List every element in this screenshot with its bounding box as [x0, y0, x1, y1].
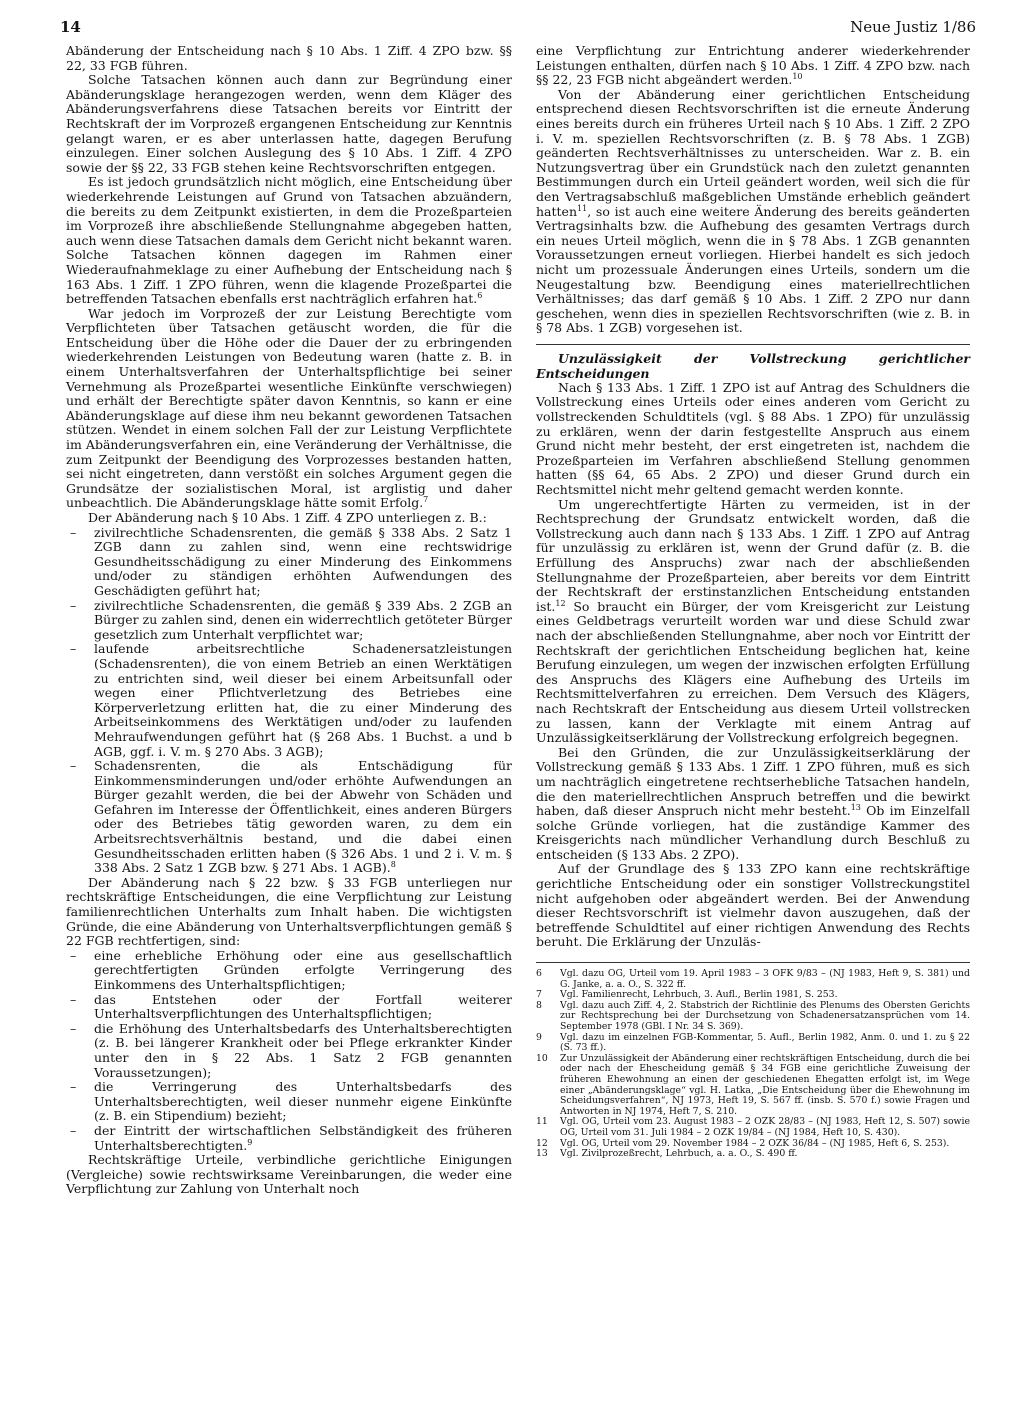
list-item: – die Verringerung des Unterhaltsbedarfs des Unterhaltsberechtigten, weil dieser nunmehr eigene Einkünfte (z. B. ein Stipendium) bezieht; [66, 1080, 512, 1124]
left-column [66, 44, 512, 1197]
footnote-text: Vgl. Zivilprozeßrecht, Lehrbuch, a. a. O., S. 490 ff. [560, 1148, 798, 1160]
footnotes [536, 969, 970, 1160]
paragraph: Der Abänderung nach § 22 bzw. § 33 FGB unterliegen nur rechtskräftige Entscheidungen, die eine Verpflichtung zur Leistung familienrechtlichen Unterhalts zum Inhalt haben. Die wichtigsten Gründe, die eine Abänderung von Unterhaltsverpflichtungen gemäß § 22 FGB rechtfertigen, sind: [66, 874, 512, 949]
footnote-text: Vgl. Familienrecht, Lehrbuch, 3. Aufl., Berlin 1981, S. 253. [560, 989, 838, 1001]
paragraph: Abänderung der Entscheidung nach § 10 Abs. 1 Ziff. 4 ZPO bzw. §§ 22, 33 FGB führen. [66, 43, 512, 73]
right-column [536, 44, 970, 1160]
footnote-number: 11 [536, 1116, 548, 1128]
paragraph-text: Bei den Gründen, die zur Unzulässigkeitserklärung der Vollstreckung gemäß § 133 Abs. 1 Ziff. 1 ZPO führen, muß es sich um nachträglich eingetretene rechtserhebliche Tatsachen handeln, die den materiellrechtlichen Anspruch betreffen und die bewirkt haben, daß dieser Anspruch nicht mehr besteht. [536, 744, 970, 819]
paragraph [536, 746, 970, 863]
section-divider [536, 344, 970, 345]
page-number: 14 [60, 18, 81, 36]
footnote-ref: 10 [792, 72, 803, 82]
list-item: – laufende arbeitsrechtliche Schadenersatzleistungen (Schadensrenten), die von einem Betrieb an einen Werktätigen zu entrichten sind, weil dieser bei einem Arbeitsunfall oder wegen einer Pflichtverletzung des Betriebes eine Körperverletzung erlitten hat, die zu einer Minderung des Arbeitseinkommens des Werktätigen und/oder zu laufenden Mehraufwendungen geführt hat (§ 268 Abs. 1 Buchst. a und b AGB, ggf. i. V. m. § 270 Abs. 3 AGB); [66, 642, 512, 759]
paragraph-text: Von der Abänderung einer gerichtlichen Entscheidung entsprechend diesen Rechtsvorschriften ist die erneute Änderung eines bereits durch ein früheres Urteil nach § 10 Abs. 1 Ziff. 2 ZPO i. V. m. speziellen Rechtsvorschriften (z. B. § 78 Abs. 1 ZGB) geänderten Rechtsverhältnisses zu unterscheiden. War z. B. ein Nutzungsvertrag über ein Grundstück nach den zuletzt genannten Bestimmungen durch ein Urteil geändert worden, weil sich die für den Vertragsabschluß maßgeblichen Umstände erheblich geändert hatten [536, 86, 970, 219]
footnote-ref: 12 [555, 598, 566, 608]
paragraph-text: Es ist jedoch grundsätzlich nicht möglich, eine Entscheidung über wiederkehrende Leistungen auf Grund von Tatsachen abzuändern, die bereits zu dem Zeitpunkt existierten, in dem die Prozeßparteien im Vorprozeß ihre abschließende Stellungnahme abgegeben hatten, auch wenn diese Tatsachen damals dem Gericht nicht bekannt waren. Solche Tatsachen können dagegen im Rahmen einer Wiederaufnahmeklage zu einer Aufhebung der Entscheidung nach § 163 Abs. 1 Ziff. 1 ZPO führen, wenn die klagende Prozeßpartei die betreffenden Tatsachen ebenfalls erst nachträglich erfahren hat. [66, 174, 512, 307]
paragraph: Solche Tatsachen können auch dann zur Begründung einer Abänderungsklage herangezogen werden, wenn dem Kläger des Abänderungsverfahrens diese Tatsachen bereits vor Eintritt der Rechtskraft der im Vorprozeß ergangenen Entscheidung zur Kenntnis gelangt waren, er es aber unterlassen hatte, dagegen Berufung einzulegen. Einer solchen Auslegung des § 10 Abs. 1 Ziff. 4 ZPO sowie der §§ 22, 33 FGB stehen keine Rechtsvorschriften entgegen. [66, 72, 512, 175]
footnote-ref: 6 [477, 290, 483, 300]
bullet-list [66, 526, 512, 876]
footnote [536, 1117, 970, 1138]
paragraph [66, 307, 512, 511]
paragraph-text: Um ungerechtfertigte Härten zu vermeiden, ist in der Rechtsprechung der Grundsatz entwickelt worden, daß die Vollstreckung auch dann nach § 133 Abs. 1 Ziff. 1 ZPO auf Antrag für unzulässig zu erklären ist, wenn der Grund dafür (z. B. die Erfüllung des Anspruchs) zwar nach der abschließenden Stellungnahme der Prozeßparteien, aber bereits vor dem Eintritt der Rechtskraft der erstinstanzlichen Entscheidung entstanden ist. [536, 496, 970, 614]
paragraph-text: Ob im Einzelfall solche Gründe vorliegen, hat die zuständige Kammer des Kreisgerichts nach mündlicher Verhandlung durch Beschluß zu entscheiden (§ 133 Abs. 2 ZPO). [536, 803, 971, 862]
footnote-number: 7 [536, 989, 542, 1001]
list-item [66, 1124, 512, 1153]
list-item: – zivilrechtliche Schadensrenten, die gemäß § 339 Abs. 2 ZGB an Bürger zu zahlen sind, denen ein widerrechtlich getöteter Bürger gesetzlich zum Unterhalt verpflichtet war; [66, 599, 512, 643]
footnote [536, 969, 970, 990]
list-item: – eine erhebliche Erhöhung oder eine aus gesellschaftlich gerechtfertigten Gründen erfolgte Verringerung des Einkommens des Unterhaltspflichtigen; [66, 949, 512, 993]
footnote-ref: 7 [423, 495, 429, 505]
footnote-divider [536, 962, 970, 963]
footnote-text: Vgl. OG, Urteil vom 23. August 1983 – 2 OZK 28/83 – (NJ 1983, Heft 12, S. 507) sowie OG, Urteil vom 31. Juli 1984 – 2 OZK 19/84 – (NJ 1984, Heft 10, S. 430). [560, 1116, 970, 1138]
paragraph: Nach § 133 Abs. 1 Ziff. 1 ZPO ist auf Antrag des Schuldners die Vollstreckung eines Urteils oder eines anderen vom Gericht zu vollstreckenden Schuldtitels (vgl. § 88 Abs. 1 ZPO) für unzulässig zu erklären, wenn der darin festgestellte Anspruch aus einem Grund nicht mehr besteht, der erst eingetreten ist, nachdem die Prozeßparteien im Verfahren abschließend Stellung genommen hatten (§§ 64, 65 Abs. 2 ZPO) und dieser Grund durch ein Rechtsmittel nicht mehr geltend gemacht werden konnte. [536, 379, 970, 498]
paragraph-text: , so ist auch eine weitere Änderung des bereits geänderten Vertragsinhalts bzw. die Aufhebung des gesamten Vertrags durch ein neues Urteil möglich, wenn die in § 78 Abs. 1 ZGB genannten Voraussetzungen erneut vorliegen. Hierbei handelt es sich jedoch nicht um prozessuale Änderungen eines Urteils, sondern um die Neugestaltung bzw. Beendigung eines materiellrechtlichen Verhältnisses; das darf gemäß § 10 Abs. 1 Ziff. 2 ZPO nur dann geschehen, wenn dies in speziellen Rechtsvorschriften (wie z. B. in § 78 Abs. 1 ZGB) vorgesehen ist. [536, 203, 970, 336]
footnote-number: 10 [536, 1052, 548, 1064]
list-item: – zivilrechtliche Schadensrenten, die gemäß § 338 Abs. 2 Satz 1 ZGB dann zu zahlen sind, wenn eine rechtswidrige Gesundheitsschädigung zu einer Minderung des Einkommens und/oder zu ständigen erhöhten Aufwendungen des Geschädigten geführt hat; [66, 526, 512, 599]
paragraph: Der Abänderung nach § 10 Abs. 1 Ziff. 4 ZPO unterliegen z. B.: [88, 510, 487, 525]
footnote [536, 1149, 970, 1160]
footnote-text: Vgl. OG, Urteil vom 29. November 1984 – 2 OZK 36/84 – (NJ 1985, Heft 6, S. 253). [560, 1137, 950, 1149]
footnote-text: Vgl. dazu auch Ziff. 4, 2. Stabstrich der Richtlinie des Plenums des Obersten Gerichts zur Rechtsprechung bei der Durchsetzung von Schadenersatzansprüchen vom 14. September 1978 (GBl. I Nr. 34 S. 369). [560, 999, 970, 1032]
footnote [536, 1033, 970, 1054]
paragraph-text: eine Verpflichtung zur Entrichtung anderer wiederkehrender Leistungen enthalten, dürfen nach § 10 Abs. 1 Ziff. 4 ZPO bzw. nach §§ 22, 23 FGB nicht abgeändert werden. [536, 43, 970, 88]
footnote [536, 1054, 970, 1118]
list-item: – die Erhöhung des Unterhaltsbedarfs des Unterhaltsberechtigten (z. B. bei längerer Krankheit oder bei Pflege erkrankter Kinder unter den in § 22 Abs. 1 Satz 2 FGB genannten Voraussetzungen); [66, 1022, 512, 1080]
list-item-text: Schadensrenten, die als Entschädigung für Einkommensminderungen und/oder erhöhte Aufwendungen an Bürger gezahlt werden, die bei der Abwehr von Schäden und Gefahren im Interesse der Öffentlichkeit, eines anderen Bürgers oder des Betriebes tätig geworden waren, zu dem ein Arbeitsrechtsverhältnis bestand, und die dabei einen Gesundheitsschaden erlitten haben (§ 326 Abs. 1 und 2 i. V. m. § 338 Abs. 2 Satz 1 ZGB bzw. § 271 Abs. 1 AGB). [94, 758, 512, 876]
footnote-text: Vgl. dazu OG, Urteil vom 19. April 1983 – 3 OFK 9/83 – (NJ 1983, Heft 9, S. 381) und G. Janke, a. a. O., S. 322 ff. [560, 968, 970, 990]
footnote-number: 8 [536, 999, 542, 1011]
journal-title: Neue Justiz 1/86 [850, 18, 976, 36]
footnote [536, 1001, 970, 1033]
list-item [66, 759, 512, 876]
paragraph: Auf der Grundlage des § 133 ZPO kann eine rechtskräftige gerichtliche Entscheidung oder ein sonstiger Vollstreckungstitel nicht aufgehoben oder abgeändert werden. Bei der Anwendung dieser Rechtsvorschrift ist vielmehr davon auszugehen, daß der betreffende Schuldtitel auf einer richtigen Anwendung des Rechts beruht. Die Erklärung der Unzuläs- [536, 861, 970, 950]
footnote-ref: 11 [577, 203, 588, 213]
paragraph [536, 498, 970, 746]
footnote-ref: 13 [850, 802, 861, 812]
paragraph [536, 44, 970, 88]
footnote-number: 13 [536, 1148, 548, 1160]
footnote-text: Vgl. dazu im einzelnen FGB-Kommentar, 5. Aufl., Berlin 1982, Anm. 0. und 1. zu § 22 (S. 73 ff.). [560, 1031, 970, 1054]
bullet-list [66, 949, 512, 1153]
section-heading: Unzulässigkeit der Vollstreckung gerichtlicher Entscheidungen [536, 350, 970, 381]
paragraph [66, 175, 512, 306]
paragraph-text: So braucht ein Bürger, der vom Kreisgericht zur Leistung eines Geldbetrags verurteilt worden war und diese Schuld zwar nach der abschließenden Stellungnahme, aber noch vor Eintritt der Rechtskraft der gerichtlichen Entscheidung beglichen hat, keine Berufung einzulegen, um wegen der inzwischen erfolgten Erfüllung des Anspruchs des Klägers eine Aufhebung des Urteils im Rechtsmittelverfahren zu erreichen. Dem Versuch des Klägers, nach Rechtskraft der Entscheidung aus diesem Urteil vollstrecken zu lassen, kann der Verklagte mit einem Antrag auf Unzulässigkeitserklärung der Vollstreckung erfolgreich begegnen. [536, 598, 970, 746]
footnote-ref: 8 [390, 860, 396, 870]
paragraph-text: War jedoch im Vorprozeß der zur Leistung Berechtigte vom Verpflichteten über Tatsachen getäuscht worden, die für die Entscheidung über die Höhe oder die Dauer der zu erbringenden wiederkehrenden Leistungen von Bedeutung waren (hatte z. B. in einem Unterhaltsverfahren der Unterhaltspflichtige bei seiner Vernehmung als Prozeßpartei wesentliche Einkünfte verschwiegen) und erhält der Berechtigte später davon Kenntnis, so kann er eine Abänderungsklage auf diese ihm neu bekannt gewordenen Tatsachen stützen. Wendet in einem solchen Fall der zur Leistung Verpflichtete im Abänderungsverfahren ein, eine Veränderung der Verhältnisse, die zum Zeitpunkt der Beendigung des Vorprozesses bestanden hatten, sei nicht eingetreten, dann verstößt ein solches Argument gegen die Grundsätze der sozialistischen Moral, ist arglistig und daher unbeachtlich. Die Abänderungsklage hätte somit Erfolg. [66, 305, 512, 511]
footnote-ref: 9 [247, 1137, 253, 1147]
paragraph [536, 88, 970, 336]
footnote-number: 6 [536, 968, 542, 980]
footnote-number: 9 [536, 1031, 542, 1043]
list-item-text: der Eintritt der wirtschaftlichen Selbständigkeit des früheren Unterhaltsberechtigten. [94, 1122, 512, 1153]
footnote-number: 12 [536, 1137, 548, 1149]
paragraph: Rechtskräftige Urteile, verbindliche gerichtliche Einigungen (Vergleiche) sowie rechtswirksame Vereinbarungen, die weder eine Verpflichtung zur Zahlung von Unterhalt noch [66, 1152, 512, 1197]
list-item: – das Entstehen oder der Fortfall weiterer Unterhaltsverpflichtungen des Unterhaltspflichtigen; [66, 993, 512, 1022]
footnote-text: Zur Unzulässigkeit der Abänderung einer rechtskräftigen Entscheidung, durch die bei oder nach der Ehescheidung gemäß § 34 FGB eine gerichtliche Zuweisung der früheren Ehewohnung an einen der geschiedenen Ehegatten erfolgt ist, im Wege einer „Abänderungsklage“ vgl. H. Latka, „Die Entscheidung über die Ehewohnung im Scheidungsverfahren“, NJ 1973, Heft 19, S. 567 ff. (insb. S. 570 f.) sowie Fragen und Antworten in NJ 1974, Heft 7, S. 210. [560, 1052, 970, 1117]
